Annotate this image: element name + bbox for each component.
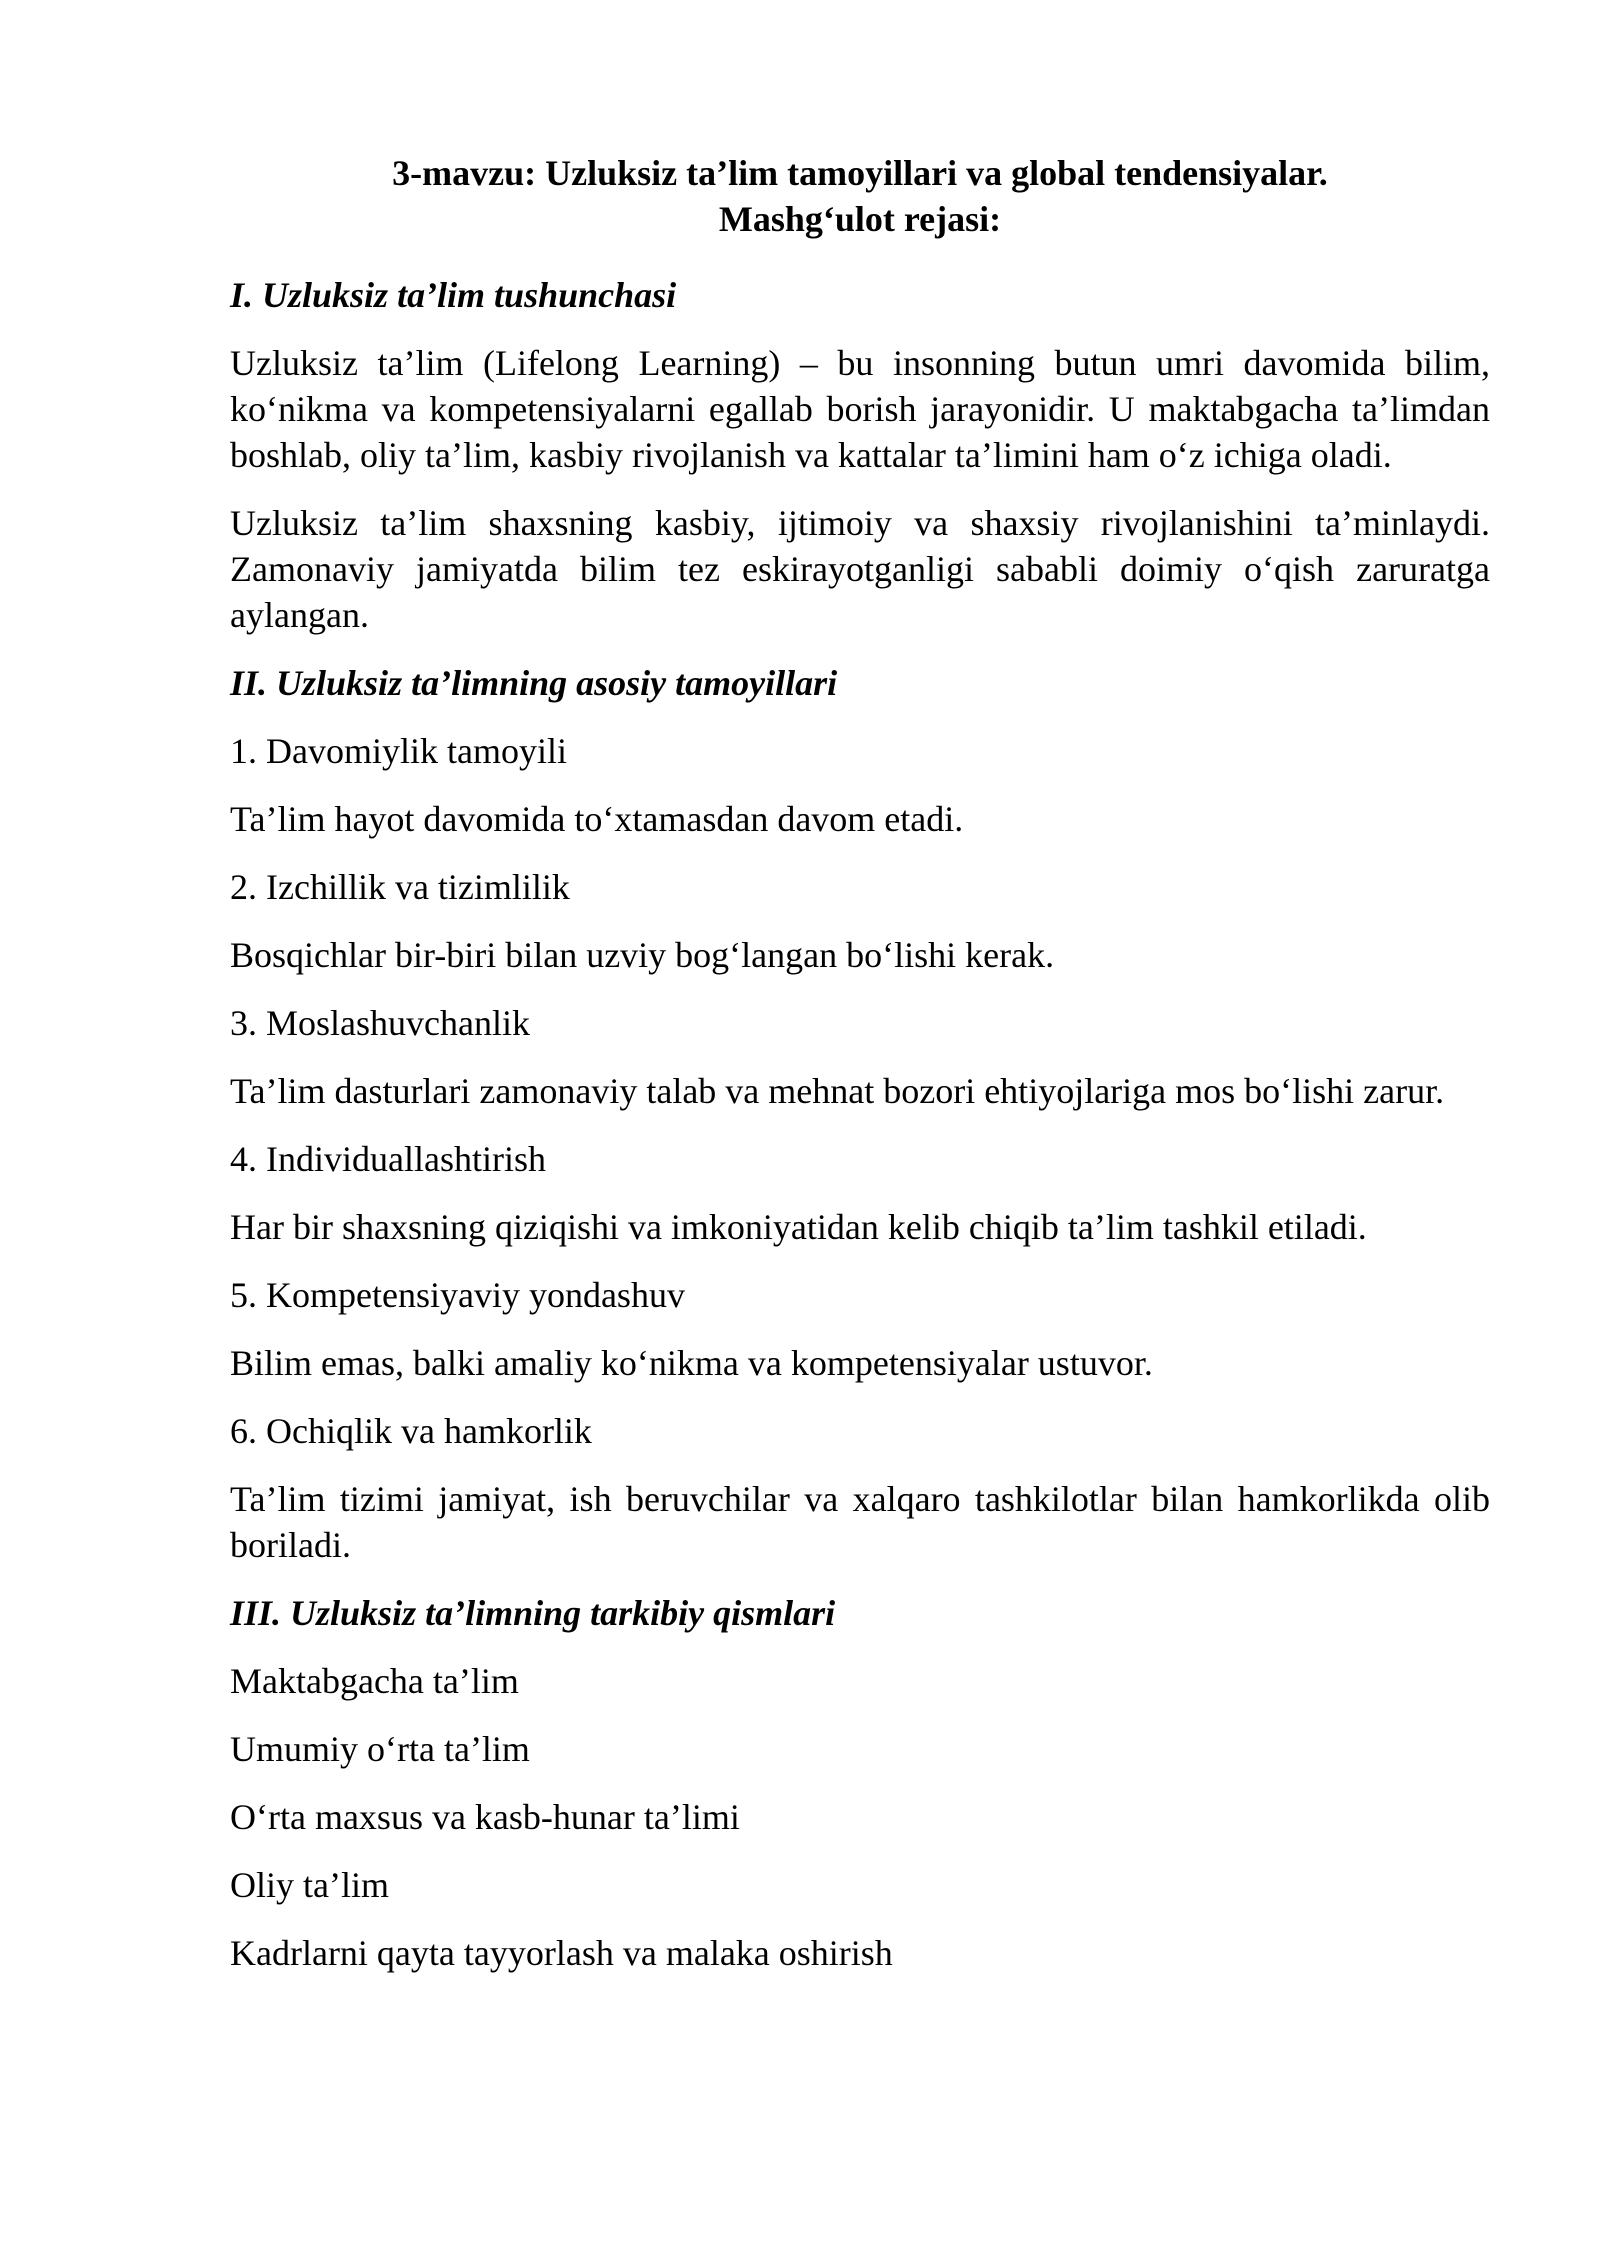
principle-6-title: 6. Ochiqlik va hamkorlik [230, 1411, 592, 1451]
principle-1-text: Ta’lim hayot davomida to‘xtamasdan davom etadi. [230, 799, 964, 839]
component-item: Maktabgacha ta’lim [230, 1661, 519, 1701]
component-item: Oliy ta’lim [230, 1865, 389, 1905]
section-3-heading: III. Uzluksiz ta’limning tarkibiy qismlari [230, 1593, 836, 1633]
component-item: Umumiy o‘rta ta’lim [230, 1729, 530, 1769]
principle-6-text: Ta’lim tizimi jamiyat, ish beruvchilar va xalqaro tashkilotlar bilan hamkorlikda olib boriladi. [230, 1479, 1490, 1565]
section-2-heading: II. Uzluksiz ta’limning asosiy tamoyillari [230, 663, 838, 703]
component-item: O‘rta maxsus va kasb-hunar ta’limi [230, 1797, 740, 1837]
principle-4-text: Har bir shaxsning qiziqishi va imkoniyatidan kelib chiqib ta’lim tashkil etiladi. [230, 1207, 1367, 1247]
principle-2-title: 2. Izchillik va tizimlilik [230, 867, 570, 907]
principle-2-text: Bosqichlar bir-biri bilan uzviy bog‘langan bo‘lishi kerak. [230, 935, 1055, 975]
title-line-2: Mashg‘ulot rejasi: [718, 199, 1002, 239]
document-title [230, 150, 1490, 242]
principle-1-title: 1. Davomiylik tamoyili [230, 731, 567, 771]
section-1-paragraph-1: Uzluksiz ta’lim (Lifelong Learning) – bu insonning butun umri davomida bilim, ko‘nikma va kompetensiyalarni egallab borish jarayonidir. U maktabgacha ta’limdan boshlab, oliy ta’lim, kasbiy rivojlanish va kattalar ta’limini ham o‘z ichiga oladi. [230, 343, 1490, 475]
title-line-1: 3-mavzu: Uzluksiz ta’lim tamoyillari va global tendensiyalar. [392, 153, 1328, 193]
section-1-heading: I. Uzluksiz ta’lim tushunchasi [230, 275, 677, 315]
principle-5-text: Bilim emas, balki amaliy ko‘nikma va kompetensiyalar ustuvor. [230, 1343, 1153, 1383]
document-page [230, 150, 1490, 1998]
component-item: Kadrlarni qayta tayyorlash va malaka oshirish [230, 1933, 893, 1973]
principle-3-title: 3. Moslashuvchanlik [230, 1003, 530, 1043]
principle-3-text: Ta’lim dasturlari zamonaviy talab va mehnat bozori ehtiyojlariga mos bo‘lishi zarur. [230, 1071, 1445, 1111]
principle-5-title: 5. Kompetensiyaviy yondashuv [230, 1275, 685, 1315]
section-1-paragraph-2: Uzluksiz ta’lim shaxsning kasbiy, ijtimoiy va shaxsiy rivojlanishini ta’minlaydi. Zamonaviy jamiyatda bilim tez eskirayotganligi sababli doimiy o‘qish zaruratga aylangan. [230, 503, 1490, 635]
principle-4-title: 4. Individuallashtirish [230, 1139, 546, 1179]
